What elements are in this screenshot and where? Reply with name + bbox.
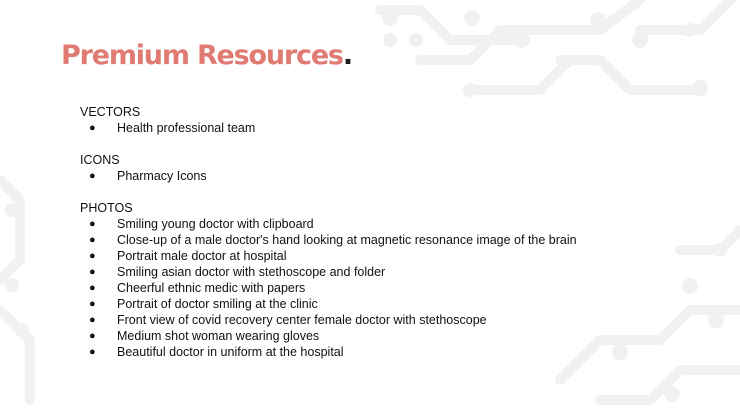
section-list xyxy=(80,120,720,136)
list-item-text: Close-up of a male doctor's hand looking at magnetic resonance image of the brain xyxy=(117,233,577,247)
section-list xyxy=(80,168,720,184)
list-item xyxy=(80,344,720,360)
list-item-text: Medium shot woman wearing gloves xyxy=(117,329,320,343)
section-heading: PHOTOS xyxy=(80,201,133,215)
section-heading: ICONS xyxy=(80,153,120,167)
list-item xyxy=(80,264,720,280)
section-list xyxy=(80,216,720,360)
section-photos xyxy=(80,200,720,360)
list-item-text: Front view of covid recovery center female doctor with stethoscope xyxy=(117,313,487,327)
list-item-text: Portrait of doctor smiling at the clinic xyxy=(117,297,318,311)
list-item-text: Cheerful ethnic medic with papers xyxy=(117,281,306,295)
slide-title xyxy=(61,40,352,71)
list-item-text: Beautiful doctor in uniform at the hospital xyxy=(117,345,344,359)
bullet-icon: ● xyxy=(89,314,96,326)
bullet-icon: ● xyxy=(89,122,96,134)
section-vectors xyxy=(80,104,720,136)
section-heading: VECTORS xyxy=(80,105,141,119)
bullet-icon: ● xyxy=(89,234,96,246)
slide-title-text: Premium Resources xyxy=(61,40,343,71)
list-item xyxy=(80,168,720,184)
list-item-text: Health professional team xyxy=(117,121,256,135)
list-item xyxy=(80,280,720,296)
slide-title-period: . xyxy=(342,40,352,71)
bullet-icon: ● xyxy=(89,170,96,182)
list-item xyxy=(80,120,720,136)
list-item xyxy=(80,248,720,264)
list-item-text: Portrait male doctor at hospital xyxy=(117,249,287,263)
list-item xyxy=(80,312,720,328)
list-item xyxy=(80,232,720,248)
list-item-text: Smiling young doctor with clipboard xyxy=(117,217,314,231)
bullet-icon: ● xyxy=(89,266,96,278)
list-item-text: Pharmacy Icons xyxy=(117,169,207,183)
bullet-icon: ● xyxy=(89,298,96,310)
list-item-text: Smiling asian doctor with stethoscope and folder xyxy=(117,265,386,279)
resources-content xyxy=(80,104,720,376)
bullet-icon: ● xyxy=(89,330,96,342)
list-item xyxy=(80,296,720,312)
bullet-icon: ● xyxy=(89,250,96,262)
list-item xyxy=(80,216,720,232)
bullet-icon: ● xyxy=(89,218,96,230)
list-item xyxy=(80,328,720,344)
bullet-icon: ● xyxy=(89,282,96,294)
bullet-icon: ● xyxy=(89,346,96,358)
section-icons xyxy=(80,152,720,184)
